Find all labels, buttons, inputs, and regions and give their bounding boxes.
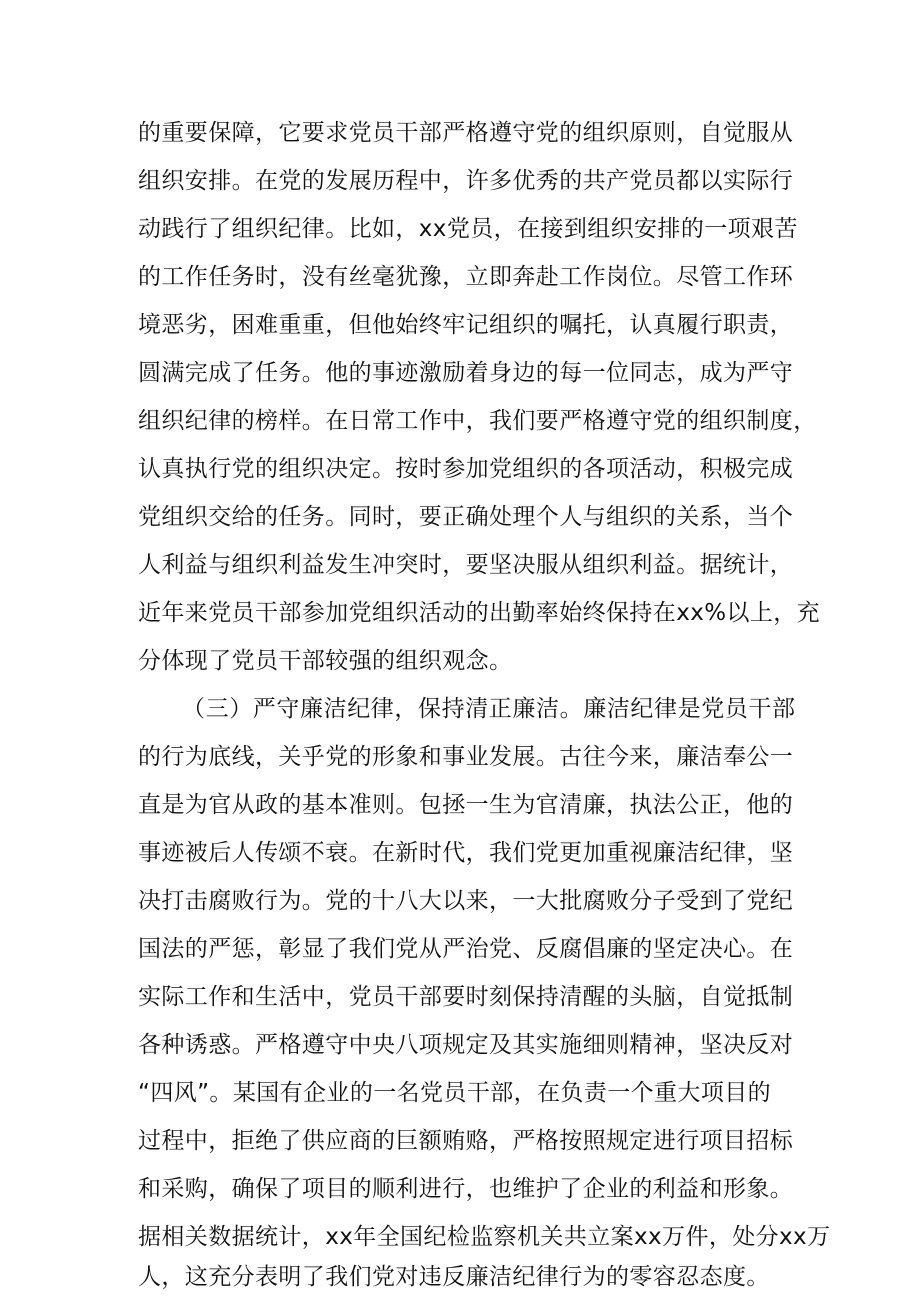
body-line: 据相关数据统计，xx年全国纪检监察机关共立案xx万件，处分xx万 — [138, 1224, 831, 1250]
body-line: 境恶劣，困难重重，但他始终牢记组织的嘱托，认真履行职责， — [138, 312, 794, 338]
body-line: 圆满完成了任务。他的事迹激励着身边的每一位同志，成为严守 — [138, 360, 794, 386]
body-line: 和采购，确保了项目的顺利进行，也维护了企业的利益和形象。 — [138, 1176, 794, 1202]
body-line: 组织安排。在党的发展历程中，许多优秀的共产党员都以实际行 — [138, 168, 794, 194]
body-line: 决打击腐败行为。党的十八大以来，一大批腐败分子受到了党纪 — [138, 888, 794, 914]
body-line: 党组织交给的任务。同时，要正确处理个人与组织的关系，当个 — [138, 504, 794, 530]
body-line: 事迹被后人传颂不衰。在新时代，我们党更加重视廉洁纪律，坚 — [138, 840, 794, 866]
body-line: “四风”。某国有企业的一名党员干部，在负责一个重大项目的 — [138, 1080, 772, 1106]
body-line: 直是为官从政的基本准则。包拯一生为官清廉，执法公正，他的 — [138, 792, 794, 818]
section-heading-line: （三）严守廉洁纪律，保持清正廉洁。廉洁纪律是党员干部 — [182, 696, 796, 722]
body-line: 近年来党员干部参加党组织活动的出勤率始终保持在xx%以上，充 — [138, 600, 821, 626]
body-line: 分体现了党员干部较强的组织观念。 — [138, 648, 513, 674]
body-line: 人，这充分表明了我们党对违反廉洁纪律行为的零容忍态度。 — [138, 1264, 770, 1290]
body-line: 的行为底线，关乎党的形象和事业发展。古往今来，廉洁奉公一 — [138, 744, 794, 770]
body-line: 的工作任务时，没有丝毫犹豫，立即奔赴工作岗位。尽管工作环 — [138, 264, 794, 290]
body-line: 认真执行党的组织决定。按时参加党组织的各项活动，积极完成 — [138, 456, 794, 482]
body-line: 实际工作和生活中，党员干部要时刻保持清醒的头脑，自觉抵制 — [138, 984, 794, 1010]
body-line: 各种诱惑。严格遵守中央八项规定及其实施细则精神，坚决反对 — [138, 1032, 794, 1058]
body-line: 动践行了组织纪律。比如，xx党员，在接到组织安排的一项艰苦 — [138, 216, 798, 242]
body-line: 国法的严惩，彰显了我们党从严治党、反腐倡廉的坚定决心。在 — [138, 936, 794, 962]
body-line: 过程中，拒绝了供应商的巨额贿赂，严格按照规定进行项目招标 — [138, 1128, 794, 1154]
body-line: 的重要保障，它要求党员干部严格遵守党的组织原则，自觉服从 — [138, 120, 794, 146]
body-line: 组织纪律的榜样。在日常工作中，我们要严格遵守党的组织制度， — [138, 408, 817, 434]
body-line: 人利益与组织利益发生冲突时，要坚决服从组织利益。据统计， — [138, 552, 794, 578]
